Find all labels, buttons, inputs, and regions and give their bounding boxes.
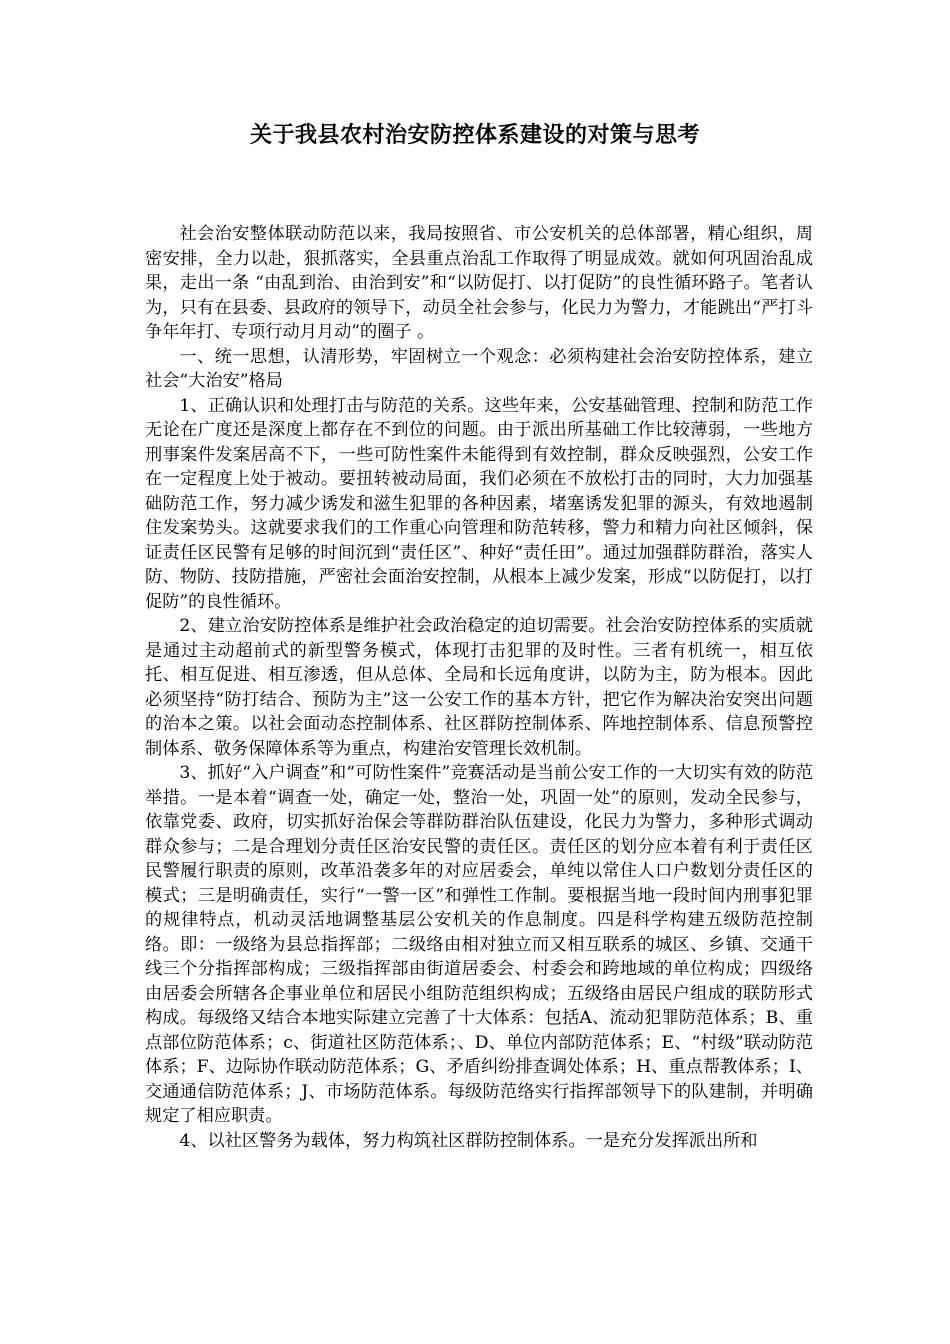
paragraph-4: 4、以社区警务为载体，努力构筑社区群防控制体系。一是充分发挥派出所和	[179, 1130, 758, 1151]
paragraph-3: 3、抓好“入户调查”和“可防性案件”竞赛活动是当前公安工作的一大切实有效的防范举措。一是本着“调查一处，确定一处，整治一处，巩固一处”的原则，发动全民参与，依靠党委、政府，切实抓好治保会等群防群治队伍建设，化民力为警力，多种形式调动群众参与；二是合理划分责任区治安民警的责任区。责任区的划分应本着有利于责任区民警履行职责的原则，改革沿袭多年的对应居委会，单纯以常住人口户数划分责任区的模式；三是明确责任，实行“一警一区”和弹性工作制。要根据当地一段时间内刑事犯罪的规律特点，机动灵活地调整基层公安机关的作息制度。四是科学构建五级防范控制络。即：一级络为县总指挥部；二级络由相对独立而又相互联系的城区、乡镇、交通干线三个分指挥部构成；三级指挥部由街道居委会、村委会和跨地域的单位构成；四级络由居委会所辖各企事业单位和居民小组防范组织构成；五级络由居民户组成的联防形式构成。每级络又结合本地实际建立完善了十大体系：包括A、流动犯罪防范体系；B、重点部位防范体系；c、街道社区防范体系；、D、单位内部防范体系；E、“村级”联动防范体系；F、边际协作联动防范体系；G、矛盾纠纷排查调处体系；H、重点帮教体系；I、交通通信防范体系；J、市场防范体系。每级防范络实行指挥部领导下的队建制，并明确规定了相应职责。	[145, 763, 813, 1126]
section-heading-1: 一、统一思想，认清形势，牢固树立一个观念：必须构建社会治安防控体系，建立社会“大治安”格局	[145, 346, 813, 391]
paragraph-intro: 社会治安整体联动防范以来，我局按照省、市公安机关的总体部署，精心组织，周密安排，全力以赴，狠抓落实，全县重点治乱工作取得了明显成效。就如何巩固治乱成果，走出一条 “由乱到治、由治到安”和“以防促打、以打促防”的良性循环路子。笔者认为，只有在县委、县政府的领导下，动员全社会参与，化民力为警力，才能跳出“严打斗争年年打、专项行动月月动”的圈子 。	[145, 224, 813, 342]
document-title: 关于我县农村治安防控体系建设的对策与思考	[249, 122, 700, 148]
paragraph-1: 1、正确认识和处理打击与防范的关系。这些年来，公安基础管理、控制和防范工作无论在广度还是深度上都存在不到位的问题。由于派出所基础工作比较薄弱，一些地方刑事案件发案居高不下，一些可防性案件未能得到有效控制，群众反映强烈，公安工作在一定程度上处于被动。要扭转被动局面，我们必须在不放松打击的同时，大力加强基础防范工作，努力减少诱发和滋生犯罪的各种因素，堵塞诱发犯罪的源头，有效地遏制住发案势头。这就要求我们的工作重心向管理和防范转移，警力和精力向社区倾斜，保证责任区民警有足够的时间沉到“责任区”、种好“责任田”。通过加强群防群治，落实人防、物防、技防措施，严密社会面治安控制，从根本上减少发案，形成“以防促打，以打促防”的良性循环。	[145, 395, 813, 612]
document-body	[145, 222, 813, 1153]
paragraph-2: 2、建立治安防控体系是维护社会政治稳定的迫切需要。社会治安防控体系的实质就是通过主动超前式的新型警务模式，体现打击犯罪的及时性。三者有机统一，相互依托、相互促进、相互渗透，但从总体、全局和长远角度讲，以防为主，防为根本。因此必须坚持“防打结合、预防为主”这一公安工作的基本方针，把它作为解决治安突出问题的治本之策。以社会面动态控制体系、社区群防控制体系、阵地控制体系、信息预警控制体系、敬务保障体系等为重点，构建治安管理长效机制。	[145, 616, 813, 759]
